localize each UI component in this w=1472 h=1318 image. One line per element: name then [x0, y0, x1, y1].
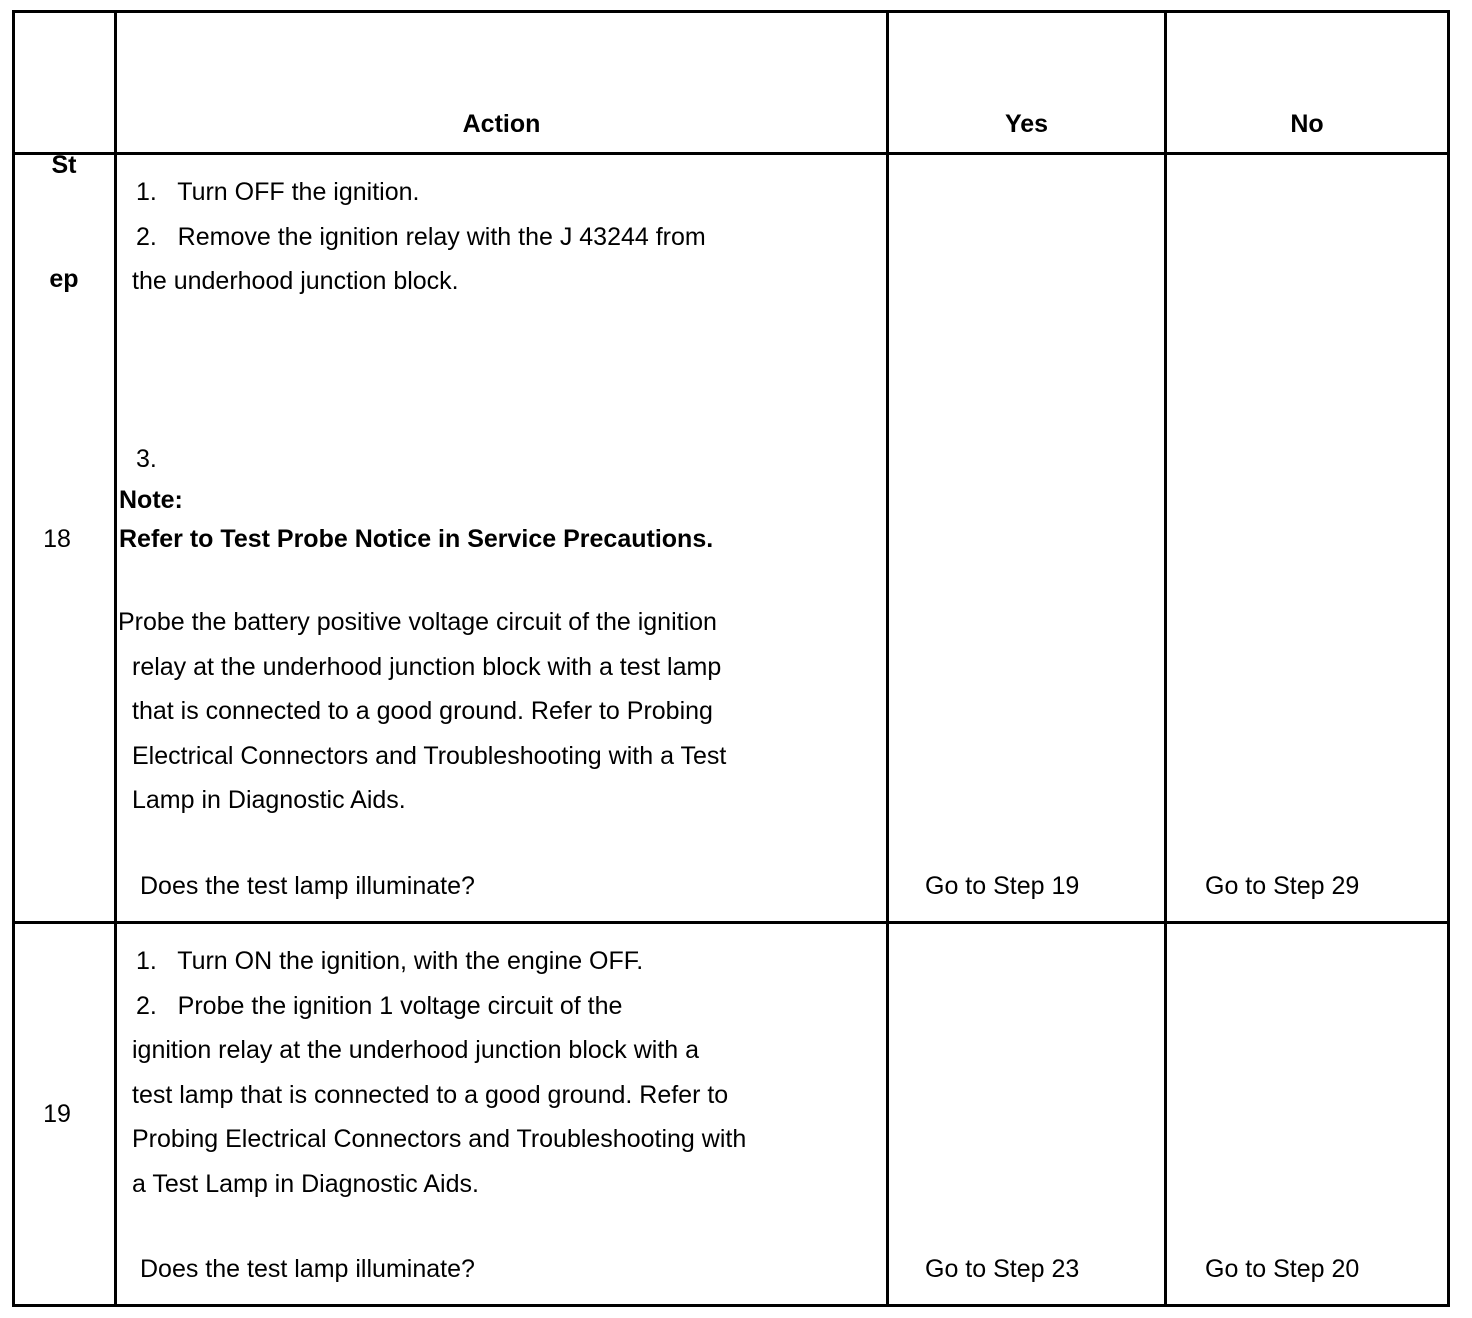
question: Does the test lamp illuminate? [140, 1255, 475, 1283]
header-divider [12, 152, 1450, 155]
col-divider-action [886, 10, 889, 1307]
header-step-line2: ep [49, 265, 79, 293]
header-step [14, 70, 114, 374]
no-result: Go to Step 20 [1205, 1255, 1360, 1283]
row-divider [12, 921, 1450, 924]
probe-line: Electrical Connectors and Troubleshooting with a Test [132, 742, 727, 770]
action-line: Probing Electrical Connectors and Troubleshooting with [132, 1125, 747, 1153]
action-line: ignition relay at the underhood junction block with a [132, 1036, 700, 1064]
table-border-right [1447, 10, 1450, 1307]
action-line: 2. Probe the ignition 1 voltage circuit of the [136, 992, 623, 1020]
probe-line: that is connected to a good ground. Refer to Probing [132, 697, 713, 725]
probe-line: relay at the underhood junction block with a test lamp [132, 653, 722, 681]
action-line: the underhood junction block. [132, 267, 459, 295]
note-label: Note: [119, 486, 183, 514]
action-line: 3. [136, 445, 157, 473]
question: Does the test lamp illuminate? [140, 872, 475, 900]
table-border-top [12, 10, 1450, 13]
step-number: 19 [43, 1100, 71, 1128]
header-yes: Yes [1004, 110, 1049, 138]
col-divider-yes [1164, 10, 1167, 1307]
action-line: 1. Turn OFF the ignition. [136, 178, 420, 206]
col-divider-step [114, 10, 117, 1307]
step-number: 18 [43, 525, 71, 553]
probe-line: Lamp in Diagnostic Aids. [132, 786, 406, 814]
action-line: 2. Remove the ignition relay with the J 43244 from [136, 223, 706, 251]
action-line: a Test Lamp in Diagnostic Aids. [132, 1170, 479, 1198]
header-step-line1: St [51, 151, 77, 179]
yes-result: Go to Step 19 [925, 872, 1080, 900]
probe-line: Probe the battery positive voltage circuit of the ignition [118, 608, 717, 636]
yes-result: Go to Step 23 [925, 1255, 1080, 1283]
header-no: No [1290, 110, 1324, 138]
no-result: Go to Step 29 [1205, 872, 1360, 900]
action-line: test lamp that is connected to a good ground. Refer to [132, 1081, 729, 1109]
header-action: Action [462, 110, 541, 138]
action-line: 1. Turn ON the ignition, with the engine OFF. [136, 947, 644, 975]
note-text: Refer to Test Probe Notice in Service Precautions. [119, 525, 714, 553]
table-border-bottom [12, 1304, 1450, 1307]
